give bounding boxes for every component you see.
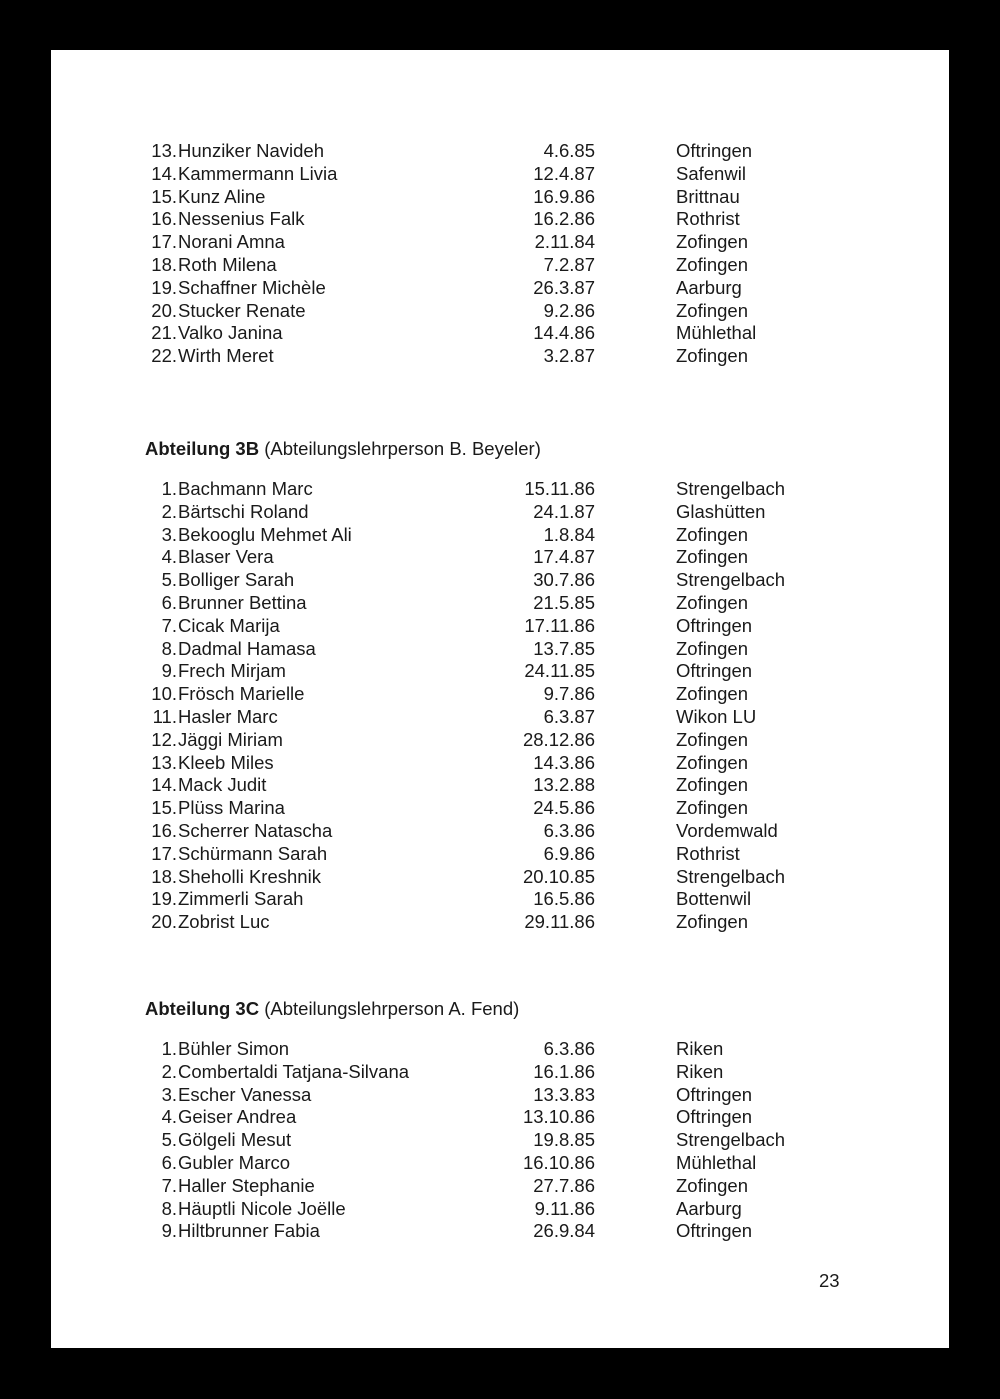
hometown: Mühlethal (676, 322, 757, 344)
row-number: 9. (161, 1220, 177, 1242)
birth-date: 17.11.86 (524, 614, 595, 636)
student-name: Kleeb Miles (178, 751, 274, 773)
student-row (51, 569, 949, 592)
student-row (51, 322, 949, 345)
birth-date: 6.3.86 (543, 819, 595, 841)
row-number: 14. (151, 162, 177, 184)
student-row (51, 1198, 949, 1221)
section-teacher-3c: (Abteilungslehrperson A. Fend) (264, 998, 520, 1019)
hometown: Zofingen (676, 345, 748, 367)
student-name: Zobrist Luc (178, 911, 270, 933)
row-number: 15. (151, 797, 177, 819)
birth-date: 16.9.86 (533, 185, 595, 207)
student-name: Gubler Marco (178, 1151, 291, 1173)
hometown: Zofingen (676, 1174, 748, 1196)
row-number: 7. (161, 1174, 177, 1196)
student-name: Mack Judit (178, 774, 267, 796)
student-row (51, 1084, 949, 1107)
hometown: Zofingen (676, 797, 748, 819)
student-name: Sheholli Kreshnik (178, 865, 321, 887)
row-number: 8. (161, 637, 177, 659)
student-name: Schaffner Michèle (178, 276, 326, 298)
row-number: 5. (161, 569, 177, 591)
section-teacher-3b: (Abteilungslehrperson B. Beyeler) (264, 438, 541, 459)
birth-date: 30.7.86 (533, 569, 595, 591)
birth-date: 24.5.86 (533, 797, 595, 819)
student-name: Hunziker Navideh (178, 140, 325, 161)
row-number: 5. (161, 1129, 177, 1151)
hometown: Strengelbach (676, 569, 786, 591)
hometown: Mühlethal (676, 1151, 757, 1173)
hometown: Brittnau (676, 185, 740, 207)
row-number: 17. (151, 842, 177, 864)
student-row (51, 478, 949, 501)
birth-date: 16.10.86 (522, 1151, 595, 1173)
student-row (51, 140, 949, 163)
hometown: Bottenwil (676, 888, 752, 910)
birth-date: 24.1.87 (533, 500, 595, 522)
continued-student-list (51, 140, 949, 368)
student-row (51, 729, 949, 752)
student-row (51, 683, 949, 706)
row-number: 3. (161, 523, 177, 545)
birth-date: 7.2.87 (543, 253, 595, 275)
student-row (51, 911, 949, 934)
birth-date: 26.9.84 (533, 1220, 595, 1242)
student-row (51, 820, 949, 843)
row-number: 10. (151, 683, 177, 705)
hometown: Strengelbach (676, 1129, 786, 1151)
student-row (51, 843, 949, 866)
birth-date: 19.8.85 (533, 1129, 595, 1151)
row-number: 13. (151, 140, 177, 161)
birth-date: 13.3.83 (533, 1083, 595, 1105)
student-name: Bekooglu Mehmet Ali (178, 523, 352, 545)
birth-date: 9.2.86 (543, 299, 595, 321)
student-row (51, 254, 949, 277)
birth-date: 9.7.86 (543, 683, 595, 705)
birth-date: 27.7.86 (533, 1174, 595, 1196)
student-row (51, 888, 949, 911)
student-name: Scherrer Natascha (178, 819, 333, 841)
student-name: Blaser Vera (178, 546, 274, 568)
row-number: 11. (152, 705, 177, 727)
student-row (51, 706, 949, 729)
student-row (51, 1129, 949, 1152)
birth-date: 14.4.86 (533, 322, 595, 344)
student-row (51, 774, 949, 797)
student-name: Frösch Marielle (178, 683, 305, 705)
document-page (51, 50, 949, 1348)
hometown: Zofingen (676, 774, 748, 796)
student-name: Schürmann Sarah (178, 842, 328, 864)
birth-date: 4.6.85 (543, 140, 595, 161)
student-name: Frech Mirjam (178, 660, 286, 682)
row-number: 15. (151, 185, 177, 207)
row-number: 4. (161, 1106, 177, 1128)
birth-date: 6.3.86 (543, 1038, 595, 1059)
row-number: 4. (161, 546, 177, 568)
birth-date: 6.3.87 (543, 705, 595, 727)
row-number: 20. (151, 911, 177, 933)
row-number: 13. (151, 751, 177, 773)
birth-date: 12.4.87 (533, 162, 595, 184)
row-number: 18. (151, 865, 177, 887)
student-name: Bühler Simon (178, 1038, 290, 1059)
section-title-3c: Abteilung 3C (145, 998, 260, 1019)
student-name: Bachmann Marc (178, 478, 313, 499)
student-row (51, 277, 949, 300)
student-row (51, 638, 949, 661)
row-number: 19. (151, 888, 177, 910)
student-name: Bärtschi Roland (178, 500, 309, 522)
row-number: 2. (161, 1060, 177, 1082)
student-name: Valko Janina (178, 322, 283, 344)
hometown: Zofingen (676, 231, 748, 253)
student-name: Combertaldi Tatjana-Silvana (178, 1060, 410, 1082)
row-number: 21. (151, 322, 177, 344)
student-row (51, 186, 949, 209)
student-name: Dadmal Hamasa (178, 637, 316, 659)
hometown: Zofingen (676, 299, 748, 321)
student-row (51, 866, 949, 889)
student-row (51, 546, 949, 569)
hometown: Zofingen (676, 751, 748, 773)
student-name: Stucker Renate (178, 299, 306, 321)
birth-date: 6.9.86 (543, 842, 595, 864)
birth-date: 3.2.87 (543, 345, 595, 367)
row-number: 19. (151, 276, 177, 298)
birth-date: 16.2.86 (533, 208, 595, 230)
row-number: 1. (161, 1038, 177, 1059)
hometown: Safenwil (676, 162, 746, 184)
birth-date: 14.3.86 (533, 751, 595, 773)
row-number: 7. (161, 614, 177, 636)
hometown: Zofingen (676, 591, 748, 613)
birth-date: 13.7.85 (533, 637, 595, 659)
hometown: Zofingen (676, 911, 748, 933)
student-name: Plüss Marina (178, 797, 285, 819)
hometown: Zofingen (676, 523, 748, 545)
student-row (51, 345, 949, 368)
birth-date: 9.11.86 (534, 1197, 595, 1219)
section-heading-3b (145, 437, 541, 461)
row-number: 9. (161, 660, 177, 682)
student-row (51, 1220, 949, 1243)
student-row (51, 501, 949, 524)
hometown: Wikon LU (676, 705, 757, 727)
birth-date: 1.8.84 (543, 523, 595, 545)
birth-date: 20.10.85 (522, 865, 595, 887)
student-name: Hasler Marc (178, 705, 278, 727)
hometown: Zofingen (676, 546, 748, 568)
row-number: 8. (161, 1197, 177, 1219)
birth-date: 24.11.85 (524, 660, 595, 682)
student-name: Jäggi Miriam (178, 728, 283, 750)
student-name: Norani Amna (178, 231, 285, 253)
hometown: Aarburg (676, 276, 742, 298)
row-number: 2. (161, 500, 177, 522)
student-row (51, 1038, 949, 1061)
row-number: 18. (151, 253, 177, 275)
section-heading-3c (145, 997, 519, 1021)
hometown: Zofingen (676, 637, 748, 659)
birth-date: 15.11.86 (524, 478, 595, 499)
hometown: Vordemwald (676, 819, 778, 841)
student-name: Häuptli Nicole Joëlle (178, 1197, 346, 1219)
hometown: Strengelbach (676, 478, 786, 499)
student-name: Brunner Bettina (178, 591, 307, 613)
row-number: 12. (151, 728, 177, 750)
row-number: 17. (151, 231, 177, 253)
student-name: Bolliger Sarah (178, 569, 295, 591)
row-number: 6. (161, 591, 177, 613)
hometown: Oftringen (676, 614, 753, 636)
student-name: Kammermann Livia (178, 162, 338, 184)
row-number: 22. (151, 345, 177, 367)
birth-date: 2.11.84 (534, 231, 595, 253)
hometown: Zofingen (676, 683, 748, 705)
student-name: Geiser Andrea (178, 1106, 297, 1128)
row-number: 14. (151, 774, 177, 796)
hometown: Oftringen (676, 140, 753, 161)
student-row (51, 1106, 949, 1129)
hometown: Oftringen (676, 1106, 753, 1128)
birth-date: 16.1.86 (533, 1060, 595, 1082)
student-name: Wirth Meret (178, 345, 274, 367)
birth-date: 26.3.87 (533, 276, 595, 298)
section-title-3b: Abteilung 3B (145, 438, 260, 459)
student-name: Kunz Aline (178, 185, 266, 207)
student-row (51, 231, 949, 254)
student-list-3b (51, 478, 949, 934)
hometown: Strengelbach (676, 865, 786, 887)
birth-date: 28.12.86 (522, 728, 595, 750)
hometown: Zofingen (676, 253, 748, 275)
hometown: Rothrist (676, 842, 740, 864)
hometown: Oftringen (676, 1083, 753, 1105)
student-name: Cicak Marija (178, 614, 280, 636)
student-name: Haller Stephanie (178, 1174, 315, 1196)
student-name: Escher Vanessa (178, 1083, 312, 1105)
row-number: 1. (161, 478, 177, 499)
student-row (51, 1152, 949, 1175)
hometown: Riken (676, 1060, 724, 1082)
row-number: 3. (161, 1083, 177, 1105)
student-row (51, 524, 949, 547)
hometown: Riken (676, 1038, 724, 1059)
hometown: Zofingen (676, 728, 748, 750)
row-number: 16. (151, 208, 177, 230)
student-row (51, 752, 949, 775)
birth-date: 16.5.86 (533, 888, 595, 910)
student-name: Roth Milena (178, 253, 277, 275)
student-row (51, 1061, 949, 1084)
student-list-3c (51, 1038, 949, 1243)
student-row (51, 300, 949, 323)
hometown: Glashütten (676, 500, 766, 522)
birth-date: 21.5.85 (533, 591, 595, 613)
student-name: Zimmerli Sarah (178, 888, 304, 910)
birth-date: 13.10.86 (522, 1106, 595, 1128)
student-row (51, 660, 949, 683)
hometown: Oftringen (676, 660, 753, 682)
student-row (51, 1175, 949, 1198)
student-row (51, 615, 949, 638)
row-number: 16. (151, 819, 177, 841)
birth-date: 17.4.87 (533, 546, 595, 568)
hometown: Rothrist (676, 208, 740, 230)
hometown: Aarburg (676, 1197, 742, 1219)
birth-date: 13.2.88 (533, 774, 595, 796)
page-number: 23 (819, 1270, 840, 1291)
student-row (51, 592, 949, 615)
row-number: 6. (161, 1151, 177, 1173)
student-row (51, 208, 949, 231)
student-name: Gölgeli Mesut (178, 1129, 292, 1151)
hometown: Oftringen (676, 1220, 753, 1242)
birth-date: 29.11.86 (524, 911, 595, 933)
student-name: Nessenius Falk (178, 208, 305, 230)
student-name: Hiltbrunner Fabia (178, 1220, 320, 1242)
student-row (51, 797, 949, 820)
student-row (51, 163, 949, 186)
row-number: 20. (151, 299, 177, 321)
